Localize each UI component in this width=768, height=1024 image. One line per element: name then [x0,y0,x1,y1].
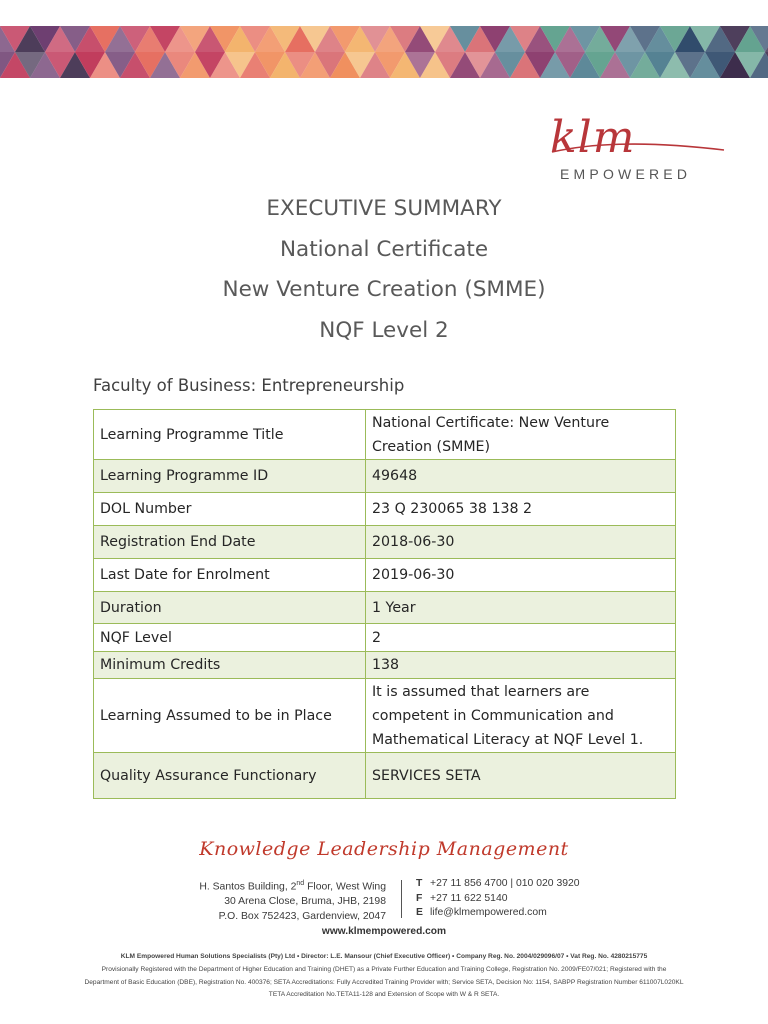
row-key: DOL Number [94,493,366,526]
row-key: Duration [94,592,366,624]
footer-contact [416,877,580,921]
table-row [94,460,676,493]
faculty-heading: Faculty of Business: Entrepreneurship [93,376,405,395]
legal-company-line: KLM Empowered Human Solutions Specialists (Pty) Ltd • Director: L.E. Mansour (Chief Executive Officer) • Company Reg. No. 2004/029096/07 • Vat Reg. No. 4280215775 [120,953,648,960]
row-value: 1 Year [366,592,676,624]
title-certificate: National Certificate [279,236,489,262]
address-line-3: P.O. Box 752423, Gardenview, 2047 [218,910,386,922]
row-value: 2018-06-30 [366,526,676,559]
legal-accreditation-line: Department of Basic Education (DBE), Registration No. 400376; SETA Accreditations: Fully Accredited Training Provider with; Service SETA, Decision No: 1154, SABPP Registration Number 611007L020KL [84,978,684,986]
table-row [94,493,676,526]
contact-email[interactable]: E life@klmempowered.com [416,907,547,919]
row-key: Learning Programme Title [94,410,366,460]
table-row [94,559,676,592]
row-value: 49648 [366,460,676,493]
row-key: Minimum Credits [94,652,366,679]
contact-fax: F +27 11 622 5140 [416,892,508,904]
row-value: SERVICES SETA [366,753,676,799]
table-row [94,753,676,799]
programme-info-table [93,409,676,799]
table-row [94,592,676,624]
triangle-pattern [0,26,768,78]
footer-tagline: Knowledge Leadership Management [199,838,569,860]
table-row [94,410,676,460]
row-key: Learning Assumed to be in Place [94,679,366,753]
row-key: NQF Level [94,624,366,652]
row-value: 2019-06-30 [366,559,676,592]
row-value: 138 [366,652,676,679]
address-line-1: H. Santos Building, 2nd Floor, West Wing [199,880,386,893]
row-key: Learning Programme ID [94,460,366,493]
row-value: It is assumed that learners are competent in Communication and Mathematical Literacy at NQF Level 1. [366,679,676,753]
table-row [94,679,676,753]
contact-phone: T +27 11 856 4700 | 010 020 3920 [416,878,580,889]
footer-address [150,877,386,924]
legal-registration-line: Provisionally Registered with the Department of Higher Education and Training (DHET) as a Private Further Education and Training College, Registration No. 2009/FE07/021; Registered with the [101,965,667,973]
title-executive-summary: EXECUTIVE SUMMARY [266,196,502,221]
table-row [94,624,676,652]
row-value: 2 [366,624,676,652]
footer-divider [401,880,402,918]
address-line-2: 30 Arena Close, Bruma, JHB, 2198 [224,896,386,908]
title-programme: New Venture Creation (SMME) [222,277,546,302]
row-value: 23 Q 230065 38 138 2 [366,493,676,526]
logo-wordmark: EMPOWERED [560,166,692,182]
title-nqf-level: NQF Level 2 [319,317,449,343]
website-link[interactable]: www.klmempowered.com [321,926,447,937]
title-block [0,192,768,354]
row-value: National Certificate: New Venture Creation (SMME) [366,410,676,460]
legal-text [70,951,698,1002]
header-banner [0,26,768,78]
row-key: Last Date for Enrolment [94,559,366,592]
row-key: Quality Assurance Functionary [94,753,366,799]
company-logo [548,112,728,184]
table-row [94,652,676,679]
row-key: Registration End Date [94,526,366,559]
legal-teta-line: TETA Accreditation No.TETA11-128 and Extension of Scope with W & R SETA. [268,991,500,999]
logo-script-text: klm [550,112,636,163]
table-row [94,526,676,559]
